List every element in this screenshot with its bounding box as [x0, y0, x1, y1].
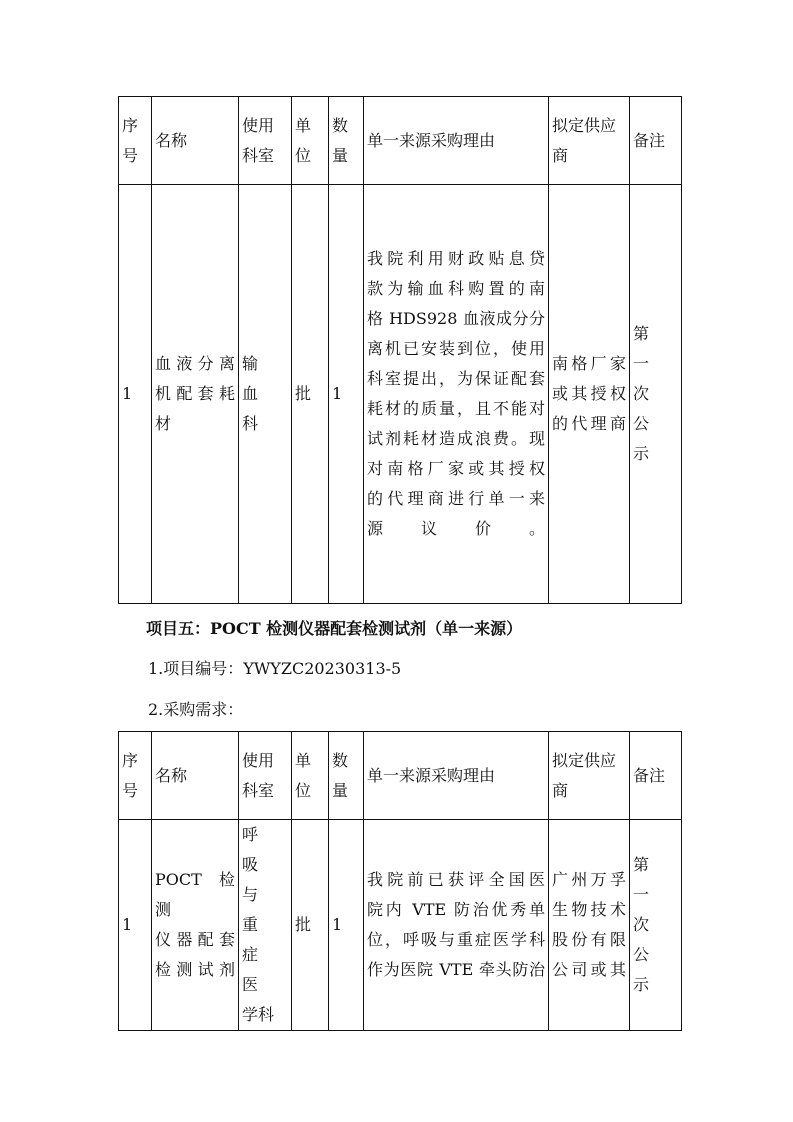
project-number: 1.项目编号：YWYZC20230313-5	[148, 659, 402, 678]
header-note: 备注	[630, 732, 682, 820]
header-dept: 使用 科室	[239, 732, 292, 820]
header-seq: 序 号	[119, 732, 152, 820]
header-unit: 单 位	[292, 97, 329, 185]
cell-dept: 呼 吸 与 重 症 医 学科	[239, 820, 292, 1031]
header-reason: 单一来源采购理由	[364, 97, 549, 185]
procurement-demand-label: 2.采购需求：	[148, 700, 244, 719]
header-supplier: 拟定供应 商	[549, 732, 630, 820]
header-reason: 单一来源采购理由	[364, 732, 549, 820]
procurement-table-1	[118, 96, 682, 604]
header-qty: 数 量	[329, 97, 364, 185]
cell-reason: 我院前已获评全国医 院内 VTE 防治优秀单 位，呼吸与重症医学科 作为医院 VTE 牵头防治	[364, 820, 549, 1031]
cell-unit: 批	[292, 185, 329, 604]
cell-supplier: 南格厂家 或其授权 的代理商	[549, 185, 630, 604]
cell-note: 第 一 次 公 示	[630, 185, 682, 604]
cell-dept: 输 血 科	[239, 185, 292, 604]
header-note: 备注	[630, 97, 682, 185]
cell-seq: 1	[119, 820, 152, 1031]
cell-name: 血液分离 机配套耗 材	[152, 185, 239, 604]
header-dept: 使用 科室	[239, 97, 292, 185]
header-unit: 单 位	[292, 732, 329, 820]
header-supplier: 拟定供应 商	[549, 97, 630, 185]
procurement-table-2	[118, 731, 682, 1031]
cell-seq: 1	[119, 185, 152, 604]
header-seq: 序 号	[119, 97, 152, 185]
cell-qty: 1	[329, 185, 364, 604]
table-header-row	[119, 97, 682, 185]
table-row	[119, 820, 682, 1031]
cell-note: 第 一 次 公 示	[630, 820, 682, 1031]
cell-unit: 批	[292, 820, 329, 1031]
table-row	[119, 185, 682, 604]
cell-qty: 1	[329, 820, 364, 1031]
table-header-row	[119, 732, 682, 820]
header-name: 名称	[152, 732, 239, 820]
header-name: 名称	[152, 97, 239, 185]
header-qty: 数 量	[329, 732, 364, 820]
cell-reason: 我院利用财政贴息贷 款为输血科购置的南 格 HDS928 血液成分分 离机已安装到位，使用 科室提出，为保证配套 耗材的质量，且不能对 试剂耗材造成浪费。现 对南格厂家或其授权 的代理商进行单一来 源议价。	[364, 185, 549, 604]
section-heading: 项目五：POCT 检测仪器配套检测试剂（单一来源）	[146, 619, 523, 638]
cell-name: POCT 检测 仪器配套 检测试剂	[152, 820, 239, 1031]
cell-supplier: 广州万孚 生物技术 股份有限 公司或其	[549, 820, 630, 1031]
